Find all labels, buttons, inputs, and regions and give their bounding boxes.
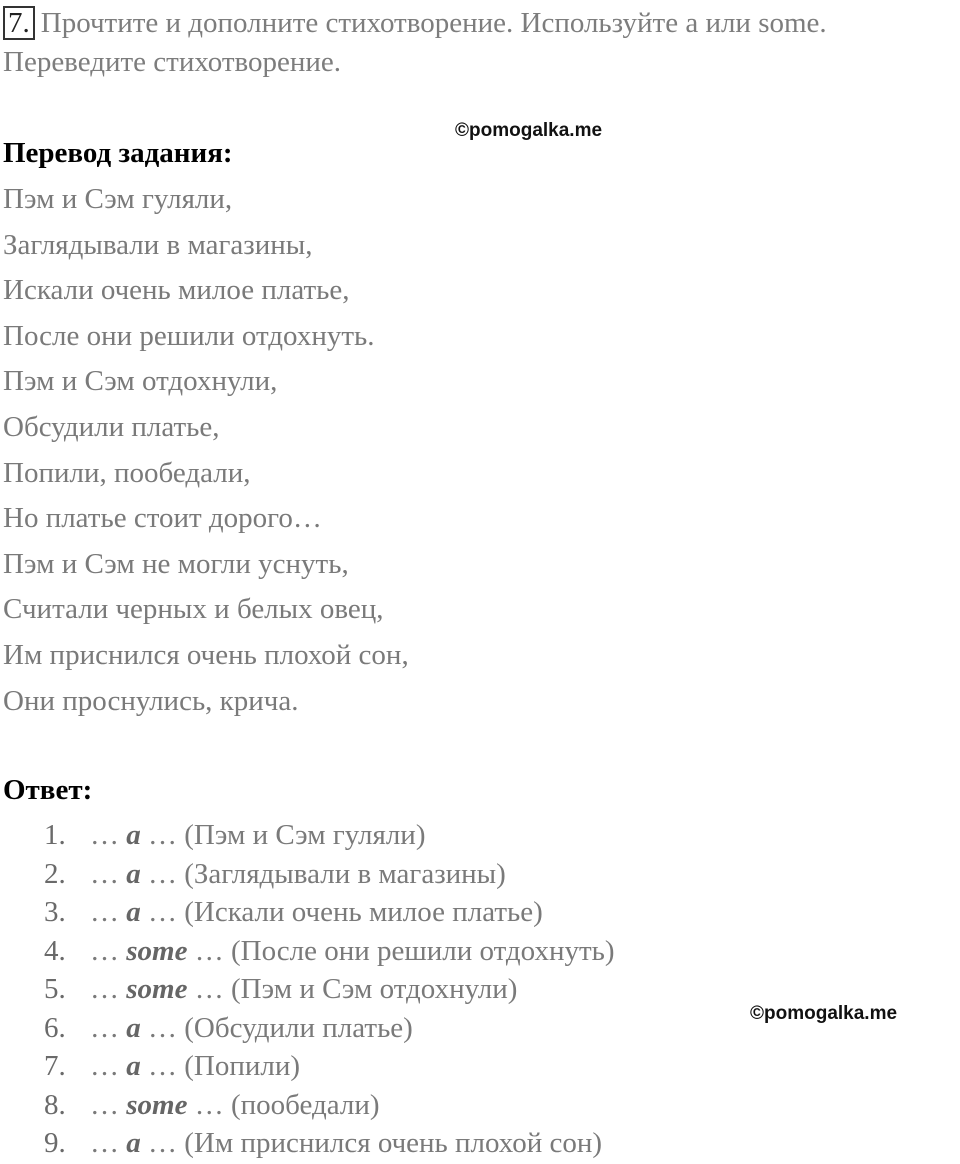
- answer-word: a: [126, 1127, 141, 1159]
- poem-line: Но платье стоит дорого…: [3, 502, 322, 535]
- answer-word: some: [126, 934, 188, 967]
- poem-line: Попили, пообедали,: [3, 456, 251, 489]
- translation-heading: Перевод задания:: [3, 137, 233, 169]
- poem-line: Искали очень милое платье,: [3, 274, 350, 307]
- answer-number: 1.: [44, 819, 66, 851]
- poem-line: После они решили отдохнуть.: [3, 319, 375, 352]
- answer-word: a: [126, 1050, 141, 1082]
- answer-word: a: [126, 1011, 141, 1044]
- translation-poem: [3, 177, 409, 724]
- answer-number: 5.: [44, 973, 66, 1005]
- task-number: 7.: [3, 6, 35, 40]
- answer-note: (Пэм и Сэм гуляли): [184, 819, 426, 851]
- answer-note: (Обсудили платье): [184, 1011, 413, 1044]
- answer-item: 4. … some … (После они решили отдохнуть): [44, 932, 615, 971]
- answer-note: (Искали очень милое платье): [184, 896, 543, 928]
- answer-word: a: [126, 896, 141, 928]
- poem-line: Пэм и Сэм отдохнули,: [3, 365, 278, 398]
- answer-word: a: [126, 857, 141, 890]
- watermark-top: ©pomogalka.me: [455, 120, 603, 141]
- answer-note: (После они решили отдохнуть): [230, 934, 615, 967]
- answer-word: a: [126, 819, 141, 851]
- answer-heading: Ответ:: [3, 774, 93, 806]
- answer-item: 2. … a … (Заглядывали в магазины): [44, 855, 615, 894]
- answer-number: 4.: [44, 934, 66, 967]
- answer-number: 8.: [44, 1088, 66, 1121]
- answer-note: (Им приснился очень плохой сон): [184, 1127, 603, 1159]
- watermark-middle: ©pomogalka.me: [750, 1003, 898, 1024]
- answer-item: 9. … a … (Им приснился очень плохой сон): [44, 1124, 615, 1163]
- answer-list: [44, 816, 615, 1163]
- task-instruction: Прочтите и дополните стихотворение. Используйте a или some. Переведите стихотворение.: [3, 7, 827, 78]
- answer-item: 6. … a … (Обсудили платье): [44, 1009, 615, 1048]
- task-header: [3, 4, 958, 82]
- answer-item: 8. … some … (пообедали): [44, 1086, 615, 1125]
- answer-number: 9.: [44, 1127, 66, 1159]
- answer-item: 3. … a … (Искали очень милое платье): [44, 893, 615, 932]
- poem-line: Они проснулись, крича.: [3, 684, 299, 717]
- poem-line: Заглядывали в магазины,: [3, 228, 313, 261]
- answer-number: 3.: [44, 896, 66, 928]
- answer-number: 6.: [44, 1011, 66, 1044]
- answer-note: (Пэм и Сэм отдохнули): [230, 973, 518, 1005]
- answer-item: 1. … a … (Пэм и Сэм гуляли): [44, 816, 615, 855]
- answer-word: some: [126, 973, 188, 1005]
- answer-item: 5. … some … (Пэм и Сэм отдохнули): [44, 970, 615, 1009]
- answer-word: some: [126, 1088, 188, 1121]
- answer-note: (пообедали): [230, 1088, 380, 1121]
- poem-line: Считали черных и белых овец,: [3, 593, 384, 626]
- poem-line: Пэм и Сэм не могли уснуть,: [3, 547, 349, 580]
- answer-number: 2.: [44, 857, 66, 890]
- answer-note: (Попили): [184, 1050, 301, 1082]
- poem-line: Пэм и Сэм гуляли,: [3, 183, 233, 215]
- answer-number: 7.: [44, 1050, 66, 1082]
- answer-item: 7. … a … (Попили): [44, 1047, 615, 1086]
- poem-line: Обсудили платье,: [3, 410, 220, 443]
- poem-line: Им приснился очень плохой сон,: [3, 638, 409, 671]
- answer-note: (Заглядывали в магазины): [184, 857, 506, 890]
